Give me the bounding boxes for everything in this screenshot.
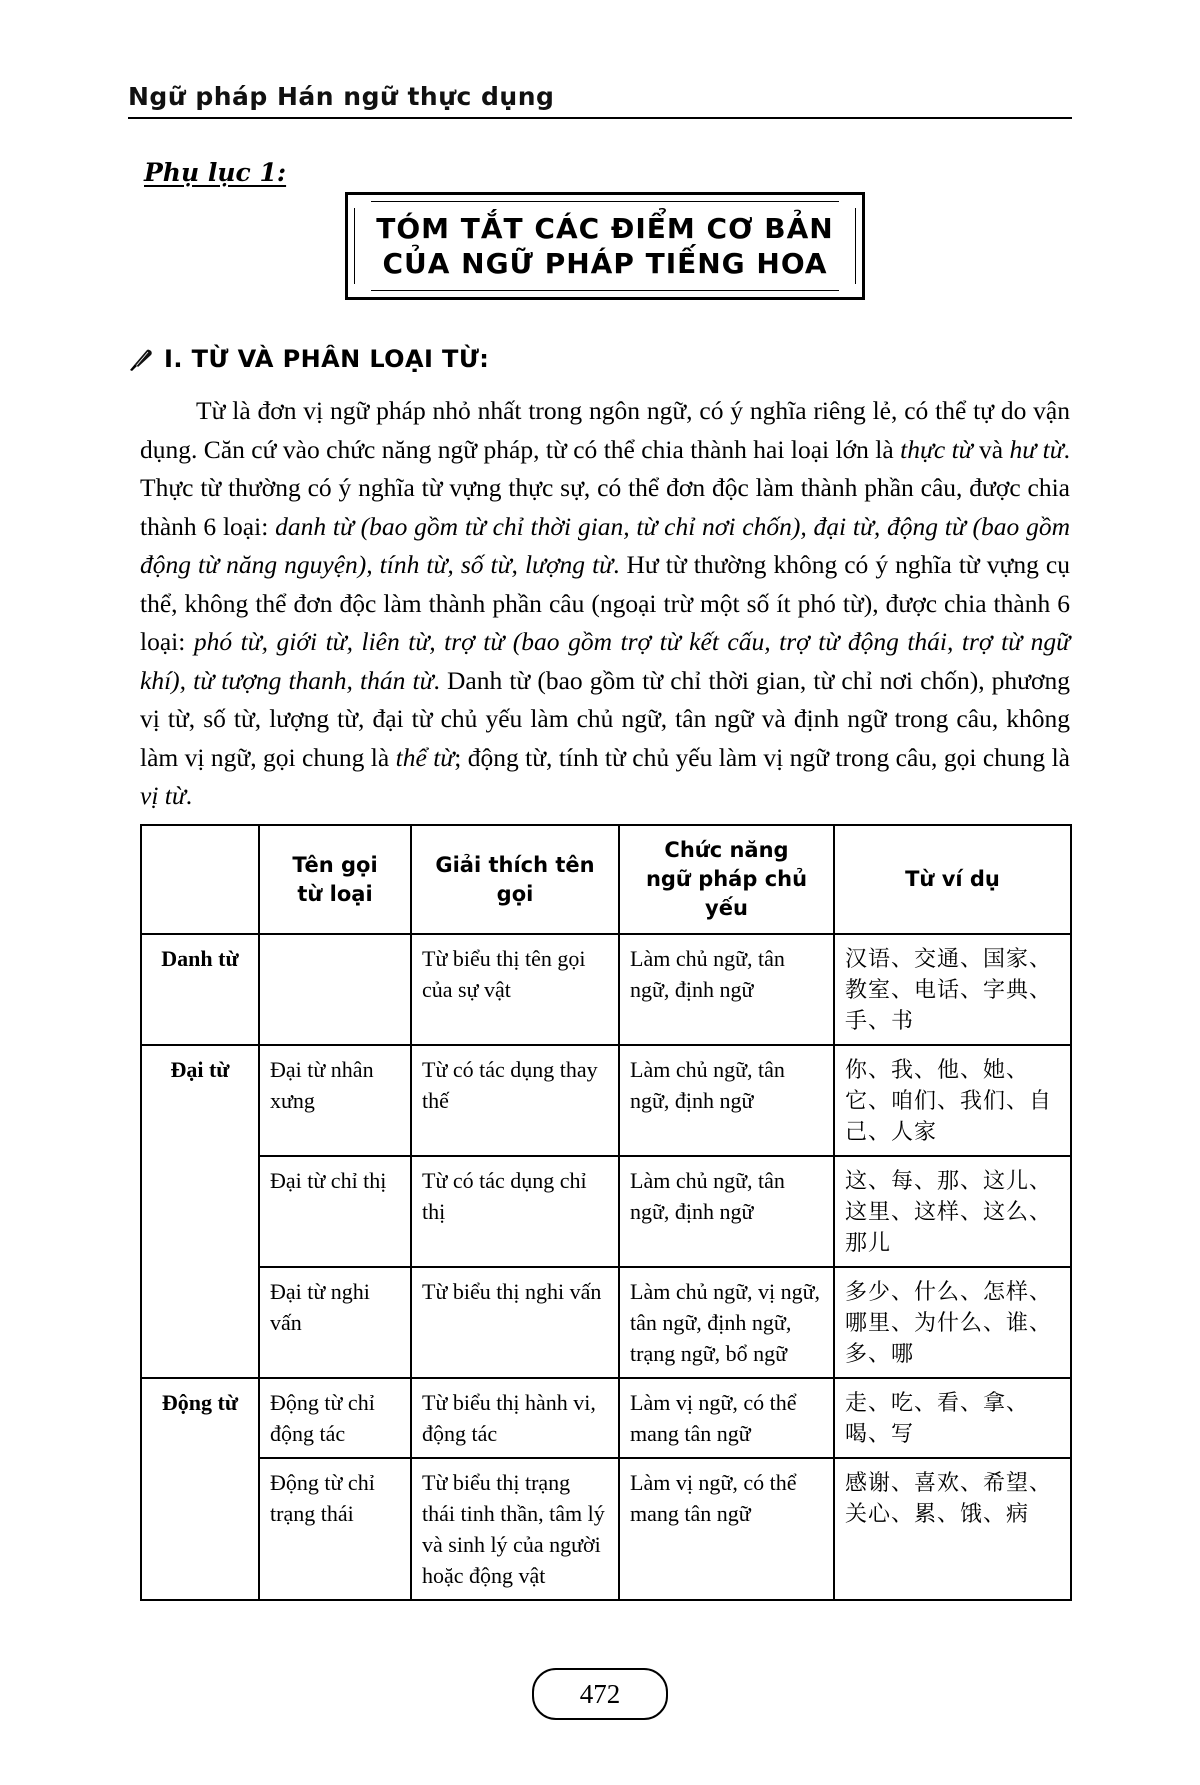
cell-explanation: Từ biểu thị trạng thái tinh thần, tâm lý và sinh lý của người hoặc động vật: [411, 1458, 619, 1600]
table-header-subtype-line2: từ loại: [297, 881, 373, 906]
cell-subtype: Đại từ nghi vấn: [259, 1267, 411, 1378]
cell-category: Động từ: [141, 1378, 259, 1600]
table-header-subtype-line1: Tên gọi: [292, 852, 378, 877]
title-text-group: [345, 192, 865, 300]
table-row: [141, 1045, 1071, 1156]
table-header-function-line1: Chức năng: [664, 838, 789, 862]
table-row: [141, 1458, 1071, 1600]
body-paragraph: Từ là đơn vị ngữ pháp nhỏ nhất trong ngôn ngữ, có ý nghĩa riêng lẻ, có thể tự do vận dụng. Căn cứ vào chức năng ngữ pháp, từ có thể chia thành hai loại lớn là thực từ và hư từ. Thực từ thường có ý nghĩa từ vựng thực sự, có thể đơn độc làm thành phần câu, được chia thành 6 loại: danh từ (bao gồm từ chỉ thời gian, từ chỉ nơi chốn), đại từ, động từ (bao gồm động từ năng nguyện), tính từ, số từ, lượng từ. Hư từ thường không có ý nghĩa từ vựng cụ thể, không thể đơn độc làm thành phần câu (ngoại trừ một số ít phó từ), được chia thành 6 loại: phó từ, giới từ, liên từ, trợ từ (bao gồm trợ từ kết cấu, trợ từ động thái, trợ từ ngữ khí), từ tượng thanh, thán từ. Danh từ (bao gồm từ chỉ thời gian, từ chỉ nơi chốn), phương vị từ, số từ, lượng từ, đại từ chủ yếu làm chủ ngữ, tân ngữ và định ngữ trong câu, không làm vị ngữ, gọi chung là thể từ; động từ, tính từ chủ yếu làm vị ngữ trong câu, gọi chung là vị từ.: [140, 396, 1070, 810]
header-divider: [128, 117, 1072, 119]
table-row: [141, 934, 1071, 1045]
section-heading: [128, 345, 489, 373]
cell-subtype: Động từ chỉ động tác: [259, 1378, 411, 1458]
cell-function: Làm chủ ngữ, tân ngữ, định ngữ: [619, 1045, 834, 1156]
cell-function: Làm vị ngữ, có thể mang tân ngữ: [619, 1378, 834, 1458]
cell-function: Làm chủ ngữ, tân ngữ, định ngữ: [619, 934, 834, 1045]
grammar-table-wrapper: [140, 824, 1070, 1601]
table-header-function: [619, 825, 834, 934]
table-row: [141, 1267, 1071, 1378]
table-header-explanation: Giải thích tên gọi: [411, 825, 619, 934]
pen-icon: [128, 346, 154, 372]
title-line-2: CỦA NGỮ PHÁP TIẾNG HOA: [382, 247, 828, 280]
cell-category: Danh từ: [141, 934, 259, 1045]
cell-explanation: Từ biểu thị nghi vấn: [411, 1267, 619, 1378]
cell-explanation: Từ có tác dụng thay thế: [411, 1045, 619, 1156]
table-row: [141, 1378, 1071, 1458]
cell-examples: 你、我、他、她、它、咱们、我们、自己、人家: [834, 1045, 1071, 1156]
cell-subtype: Đại từ nhân xưng: [259, 1045, 411, 1156]
cell-examples: 这、每、那、这儿、这里、这样、这么、那儿: [834, 1156, 1071, 1267]
cell-examples: 汉语、交通、国家、教室、电话、字典、手、书: [834, 934, 1071, 1045]
section-heading-text: I. TỪ VÀ PHÂN LOẠI TỪ:: [164, 345, 490, 373]
title-box: [345, 192, 865, 300]
cell-explanation: Từ biểu thị hành vi, động tác: [411, 1378, 619, 1458]
cell-function: Làm vị ngữ, có thể mang tân ngữ: [619, 1458, 834, 1600]
cell-subtype: [259, 934, 411, 1045]
appendix-label: Phụ lục 1:: [144, 158, 287, 187]
cell-function: Làm chủ ngữ, vị ngữ, tân ngữ, định ngữ, trạng ngữ, bổ ngữ: [619, 1267, 834, 1378]
cell-subtype: Động từ chỉ trạng thái: [259, 1458, 411, 1600]
table-header-function-line2: ngữ pháp chủ yếu: [645, 867, 808, 920]
cell-subtype: Đại từ chỉ thị: [259, 1156, 411, 1267]
table-header-examples: Từ ví dụ: [834, 825, 1071, 934]
cell-category: Đại từ: [141, 1045, 259, 1378]
cell-examples: 多少、什么、怎样、哪里、为什么、谁、多、哪: [834, 1267, 1071, 1378]
cell-explanation: Từ biểu thị tên gọi của sự vật: [411, 934, 619, 1045]
grammar-table: [140, 824, 1072, 1601]
cell-function: Làm chủ ngữ, tân ngữ, định ngữ: [619, 1156, 834, 1267]
running-header-title: Ngữ pháp Hán ngữ thực dụng: [128, 82, 555, 111]
table-header-row: [141, 825, 1071, 934]
table-header-category: [141, 825, 259, 934]
cell-examples: 走、吃、看、拿、喝、写: [834, 1378, 1071, 1458]
cell-examples: 感谢、喜欢、希望、关心、累、饿、病: [834, 1458, 1071, 1600]
page-number: 472: [532, 1668, 668, 1720]
table-row: [141, 1156, 1071, 1267]
title-line-1: TÓM TẮT CÁC ĐIỂM CƠ BẢN: [376, 212, 834, 245]
table-header-subtype: [259, 825, 411, 934]
running-header: [128, 82, 1072, 119]
cell-explanation: Từ có tác dụng chỉ thị: [411, 1156, 619, 1267]
table-body: [141, 934, 1071, 1600]
